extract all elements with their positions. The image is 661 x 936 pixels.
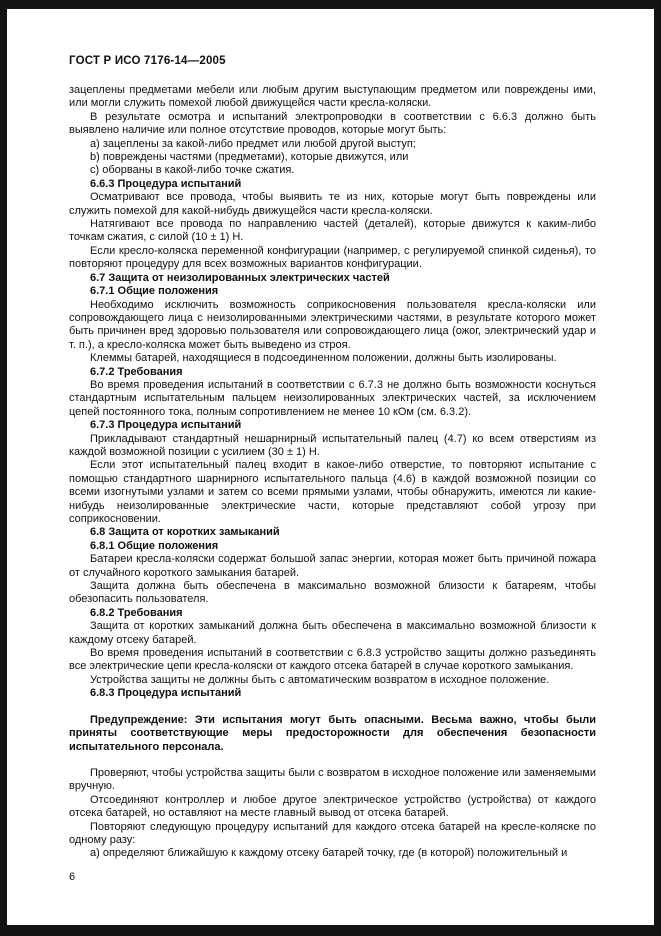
paragraph: Клеммы батарей, находящиеся в подсоединенном положении, должны быть изолированы. <box>90 352 557 365</box>
section-heading: 6.7.3 Процедура испытаний <box>90 419 242 432</box>
paragraph: Если этот испытательный палец входит в какое-либо отверстие, то повторяют испытание с помощью стандартного шарнирного испытательного пальца (4.6) в каждой возможной позиции со всеми изогнутыми узлами и затем со всеми прямыми узлами, чтобы обнаружить, имеются ли какие-нибудь неизолированные электрические части, которые представляют собой угрозу при соприкосновении. <box>69 459 596 525</box>
section-heading: 6.6.3 Процедура испытаний <box>90 177 242 190</box>
paragraph: Прикладывают стандартный нешарнирный испытательный палец (4.7) ко всем отверстиям из каждой возможной позиции с усилием (30 ± 1) Н. <box>69 432 596 458</box>
paragraph: Отсоединяют контроллер и любое другое электрическое устройство (устройства) от каждого отсека батарей, но оставляют на месте главный вывод от отсека батарей. <box>69 793 596 820</box>
section-heading: 6.7.2 Требования <box>90 365 183 378</box>
section-heading: 6.8 Защита от коротких замыканий <box>90 526 280 539</box>
document-content <box>7 9 654 861</box>
paragraph: Во время проведения испытаний в соответствии с 6.7.3 не должно быть возможности коснуться стандартным испытательным пальцем неизолированных электрических частей, за исключением цепей постоянного тока, полным сопротивлением не менее 10 кОм (см. 6.3.2). <box>69 378 596 418</box>
paragraph: Батареи кресла-коляски содержат большой запас энергии, которая может быть причиной пожара от случайного короткого замыкания батарей. <box>69 553 596 579</box>
paragraph: Во время проведения испытаний в соответствии с 6.8.3 устройство защиты должно разъединять все электрические цепи кресла-коляски от каждого отсека батарей в случае короткого замыкания. <box>69 647 596 673</box>
section-heading: 6.7 Защита от неизолированных электрических частей <box>90 271 390 284</box>
paragraph: Устройства защиты не должны быть с автоматическим возвратом в исходное положение. <box>90 673 550 686</box>
list-item: a) зацеплены за какой-либо предмет или любой другой выступ; <box>90 137 416 150</box>
paragraph: Если кресло-коляска переменной конфигурации (например, с регулируемой спинкой сиденья), то повторяют процедуру для всех возможных вариантов конфигурации. <box>69 244 596 271</box>
document-header-designation: ГОСТ Р ИСО 7176-14—2005 <box>69 55 226 67</box>
list-item: b) повреждены частями (предметами), которые движутся, или <box>90 151 409 164</box>
document-body <box>69 84 596 861</box>
paragraph: Проверяют, чтобы устройства защиты были с возвратом в исходное положение или заменяемыми вручную. <box>69 766 596 793</box>
paragraph: Необходимо исключить возможность соприкосновения пользователя кресла-коляски или сопровождающего лица с неизолированными электрическими частями, в результате которого может быть причинен вред здоровью пользователя или сопровождающего лица (ожог, электрический удар и т. п.), а кресло-коляска может быть выведено из строя. <box>69 298 596 351</box>
section-heading: 6.8.1 Общие положения <box>90 539 219 552</box>
section-heading: 6.8.3 Процедура испытаний <box>90 687 242 700</box>
page-number: 6 <box>69 871 76 883</box>
section-heading: 6.7.1 Общие положения <box>90 285 219 298</box>
list-item: а) определяют ближайшую к каждому отсеку батарей точку, где (в которой) положительный и <box>90 847 568 860</box>
section-heading: 6.8.2 Требования <box>90 606 183 619</box>
paragraph: зацеплены предметами мебели или любым другим выступающим предметом или повреждены ими, или могли служить помехой любой движущейся части кресла-коляски. <box>69 84 596 110</box>
list-item: c) оборваны в какой-либо точке сжатия. <box>90 164 295 177</box>
paragraph: Защита должна быть обеспечена в максимально возможной близости к батареям, чтобы обезопасить пользователя. <box>69 580 596 606</box>
paragraph: Повторяют следующую процедуру испытаний для каждого отсека батарей на кресле-коляске по одному разу: <box>69 820 596 846</box>
paragraph: Натягивают все провода по направлению частей (деталей), которые движутся к каким-либо точкам сжатия, с силой (10 ± 1) Н. <box>69 218 596 244</box>
paragraph: Осматривают все провода, чтобы выявить те из них, которые могут быть повреждены или служить помехой для какой-нибудь движущейся части кресла-коляски. <box>69 191 596 217</box>
paragraph: Защита от коротких замыканий должна быть обеспечена в максимально возможной близости к каждому отсеку батарей. <box>69 620 596 646</box>
paragraph: В результате осмотра и испытаний электропроводки в соответствии с 6.6.3 должно быть выявлено наличие или полное отсутствие проводов, которые могут быть: <box>69 110 596 137</box>
warning-paragraph: Предупреждение: Эти испытания могут быть опасными. Весьма важно, чтобы были приняты соответствующие меры предосторожности для обеспечения безопасности испытательного персонала. <box>69 713 596 753</box>
